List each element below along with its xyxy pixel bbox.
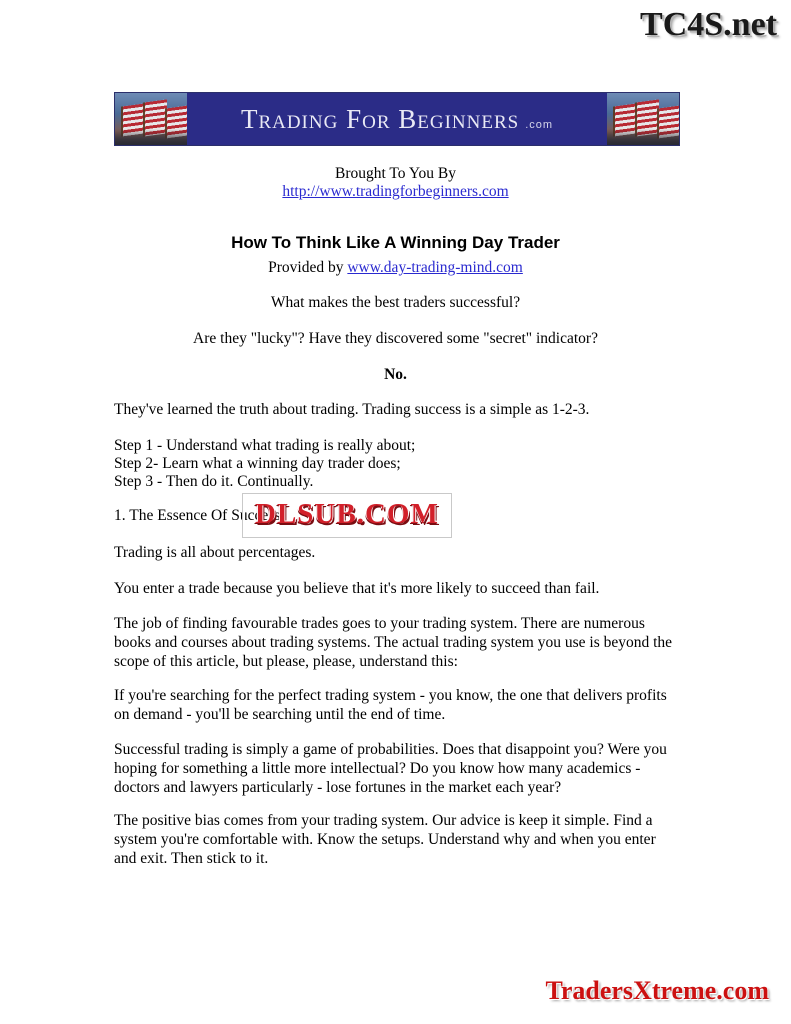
paragraph-1: Trading is all about percentages. [114,544,316,561]
site-banner [114,92,680,146]
page-title: How To Think Like A Winning Day Trader [231,233,560,252]
tradingforbeginners-link[interactable]: http://www.tradingforbeginners.com [282,183,509,200]
paragraph-4: If you're searching for the perfect trading system - you know, the one that delivers profits on demand - you'll be searching until the end of time. [114,687,667,723]
watermark-bottom-right: TradersXtreme.com [545,976,769,1005]
banner-right-image [607,93,679,145]
paragraph-2: You enter a trade because you believe that it's more likely to succeed than fail. [114,580,600,597]
banner-center [187,93,607,145]
brought-to-you-url-wrap [0,182,791,201]
provided-by-label: Provided by [268,259,348,276]
banner-suffix: .com [525,119,554,131]
paragraph-3: The job of finding favourable trades goes to your trading system. There are numerous books and courses about trading systems. The actual trading system you use is beyond the scope of this article, but please, please, understand this: [114,615,673,670]
step-3: Step 3 - Then do it. Continually. [114,473,314,490]
banner-left-image [115,93,187,145]
provided-by-wrap [0,258,791,277]
banner-title: Trading For Beginners [240,103,520,134]
watermark-top-right: TC4S.net [640,6,777,43]
paragraph-6: The positive bias comes from your trading system. Our advice is keep it simple. Find a system you're comfortable with. Know the setups. Understand why and when you enter and exit. Then stick to it. [114,812,656,867]
step-1: Step 1 - Understand what trading is really about; [114,437,416,454]
step-2: Step 2- Learn what a winning day trader does; [114,455,401,472]
question-two: Are they "lucky"? Have they discovered some "secret" indicator? [193,330,598,347]
intro-paragraph: They've learned the truth about trading. Trading success is a simple as 1-2-3. [114,401,590,418]
section-heading: 1. The Essence Of Success [114,507,281,524]
answer-no: No. [384,366,407,383]
day-trading-mind-link[interactable]: www.day-trading-mind.com [347,259,523,276]
watermark-center-red: DLSUB.COM [243,494,451,537]
question-one: What makes the best traders successful? [270,294,521,311]
paragraph-5: Successful trading is simply a game of probabilities. Does that disappoint you? Were you hoping for something a little more intellectual? Do you know how many academics - doctors and lawyers particularly - lose fortunes in the market each year? [114,741,667,796]
brought-to-you-by-label: Brought To You By [335,165,456,182]
